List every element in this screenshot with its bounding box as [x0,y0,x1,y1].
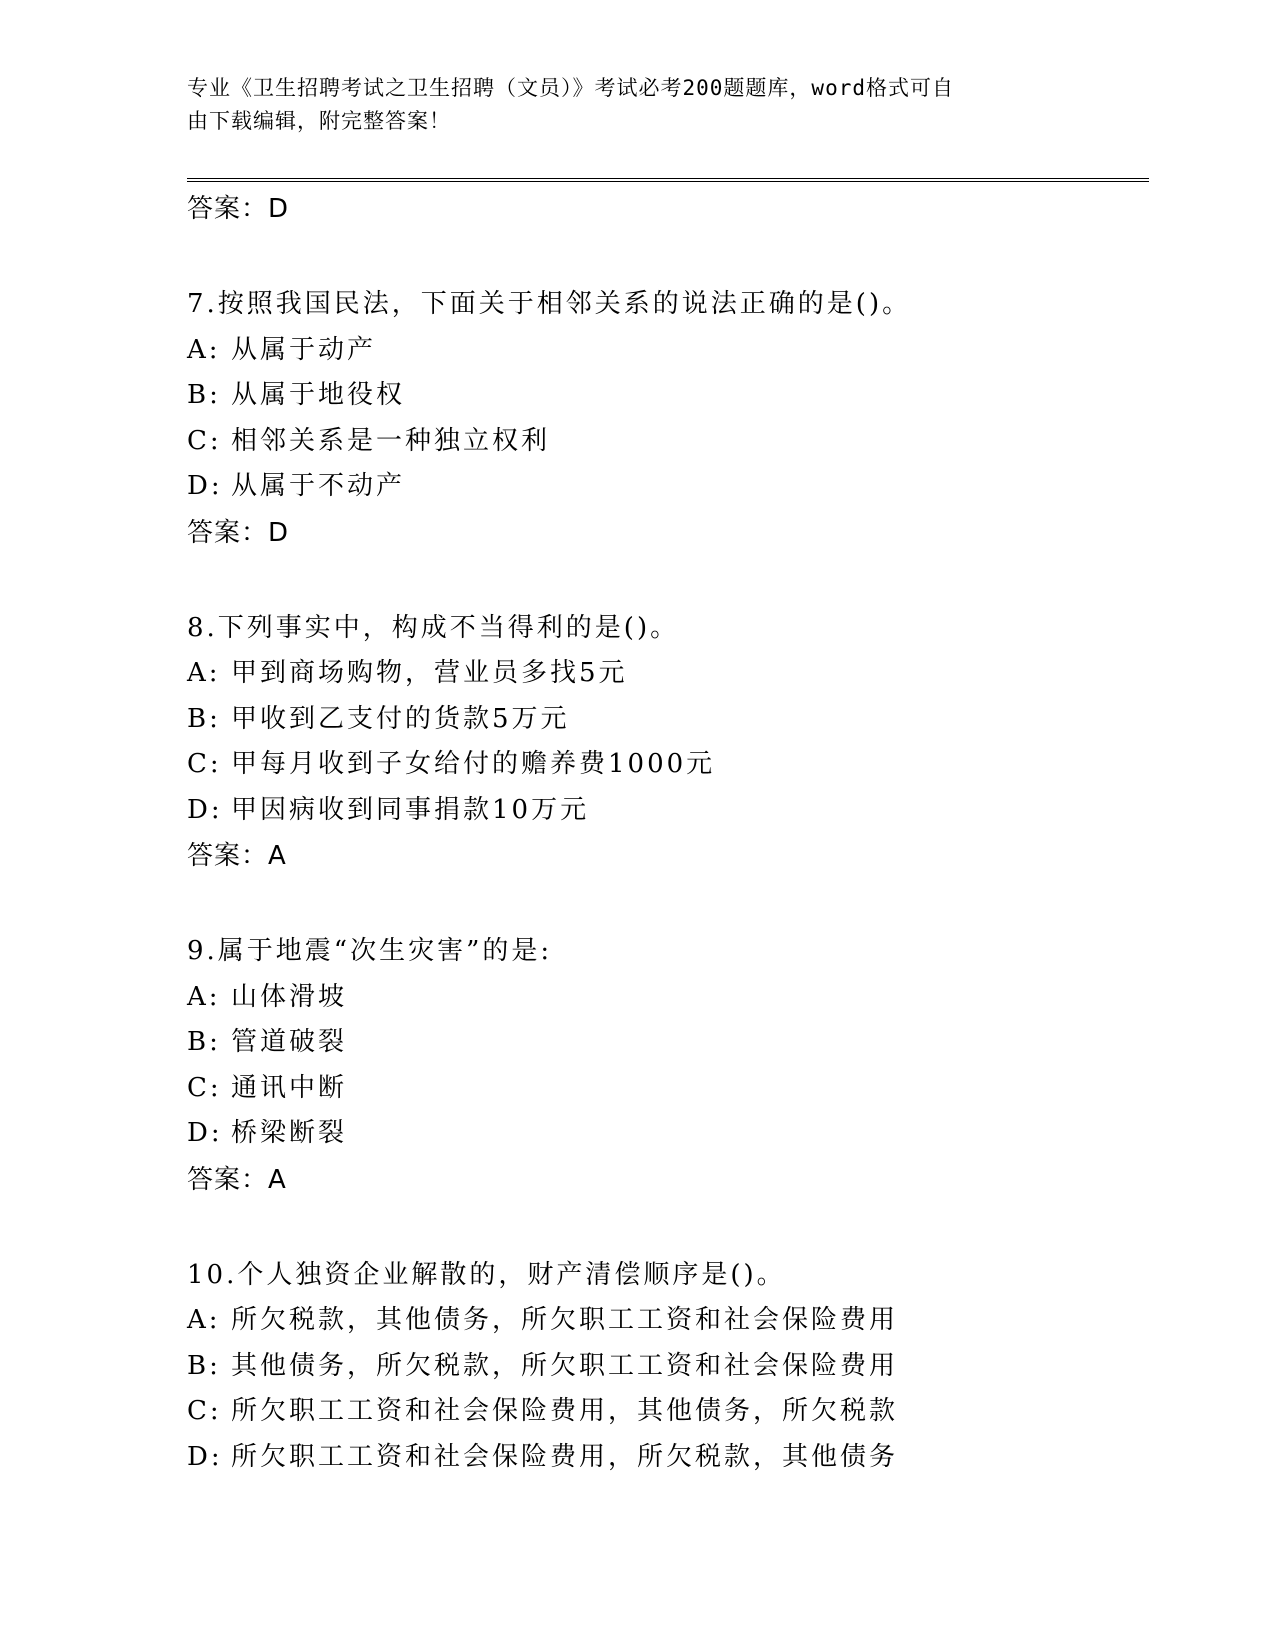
option-text: 从属于地役权 [231,380,406,410]
option-a [187,651,1147,697]
option-b [187,697,1147,743]
document-body [187,186,1147,1480]
option-key: D: [187,794,223,825]
option-text: 山体滑坡 [231,981,348,1012]
option-text: 甲到商场购物，营业员多找5元 [231,658,628,688]
option-text: 其他债务，所欠税款，所欠职工工资和社会保险费用 [231,1350,899,1381]
answer-value: A [268,1164,287,1195]
option-key: A: [187,1305,221,1335]
option-text: 所欠税款，其他债务，所欠职工工资和社会保险费用 [231,1305,899,1335]
option-d [187,1111,1147,1157]
option-text: 通讯中断 [231,1072,348,1103]
option-c [187,1389,1147,1435]
answer-value: A [268,841,287,871]
answer-line [187,833,1147,879]
option-text: 甲收到乙支付的货款5万元 [231,703,570,734]
option-d [187,464,1147,510]
option-text: 甲每月收到子女给付的赡养费1000元 [231,749,716,779]
option-c [187,419,1147,465]
option-key: C: [187,1072,222,1103]
option-d [187,1435,1147,1481]
answer-value: D [268,194,290,224]
question-text: 10.个人独资企业解散的，财产清偿顺序是()。 [187,1259,786,1290]
question-7 [187,282,1147,556]
option-a [187,1298,1147,1344]
option-b [187,1344,1147,1390]
answer-line [187,186,1147,232]
option-text: 所欠职工工资和社会保险费用，其他债务，所欠税款 [231,1396,899,1426]
question-10 [187,1253,1147,1481]
page-header [187,72,1067,138]
option-key: B: [187,1350,221,1381]
option-c [187,742,1147,788]
question-text: 8.下列事实中，构成不当得利的是()。 [187,612,680,643]
option-key: C: [187,749,222,779]
header-divider [187,178,1149,182]
option-key: B: [187,1027,221,1057]
answer-value: D [268,517,290,548]
question-9 [187,929,1147,1203]
option-text: 从属于不动产 [231,471,406,501]
option-text: 甲因病收到同事捐款10万元 [231,794,590,825]
option-text: 所欠职工工资和社会保险费用，所欠税款，其他债务 [231,1441,899,1472]
option-b [187,1020,1147,1066]
option-key: A: [187,981,221,1012]
option-c [187,1066,1147,1112]
option-key: D: [187,471,223,501]
question-text: 9.属于地震“次生灾害”的是: [187,936,553,966]
option-a [187,975,1147,1021]
option-d [187,788,1147,834]
option-key: A: [187,658,221,688]
answer-label: 答案： [187,841,269,871]
question-8 [187,606,1147,880]
option-key: B: [187,380,221,410]
option-a [187,328,1147,374]
option-key: C: [187,425,222,456]
option-text: 管道破裂 [231,1027,348,1057]
answer-line [187,510,1147,556]
header-line-1: 专业《卫生招聘考试之卫生招聘（文员）》考试必考200题题库，word格式可自 [187,76,954,100]
option-key: D: [187,1441,223,1472]
option-text: 桥梁断裂 [231,1118,348,1148]
question-text: 7.按照我国民法，下面关于相邻关系的说法正确的是()。 [187,289,912,319]
option-text: 从属于动产 [231,334,377,365]
answer-line [187,1157,1147,1203]
option-key: C: [187,1396,222,1426]
option-key: B: [187,703,221,734]
option-text: 相邻关系是一种独立权利 [231,425,551,456]
answer-label: 答案： [187,194,269,224]
option-b [187,373,1147,419]
header-line-2: 由下载编辑，附完整答案！ [187,109,451,133]
answer-label: 答案： [187,517,269,548]
option-key: D: [187,1118,223,1148]
option-key: A: [187,334,221,365]
answer-label: 答案： [187,1164,269,1195]
